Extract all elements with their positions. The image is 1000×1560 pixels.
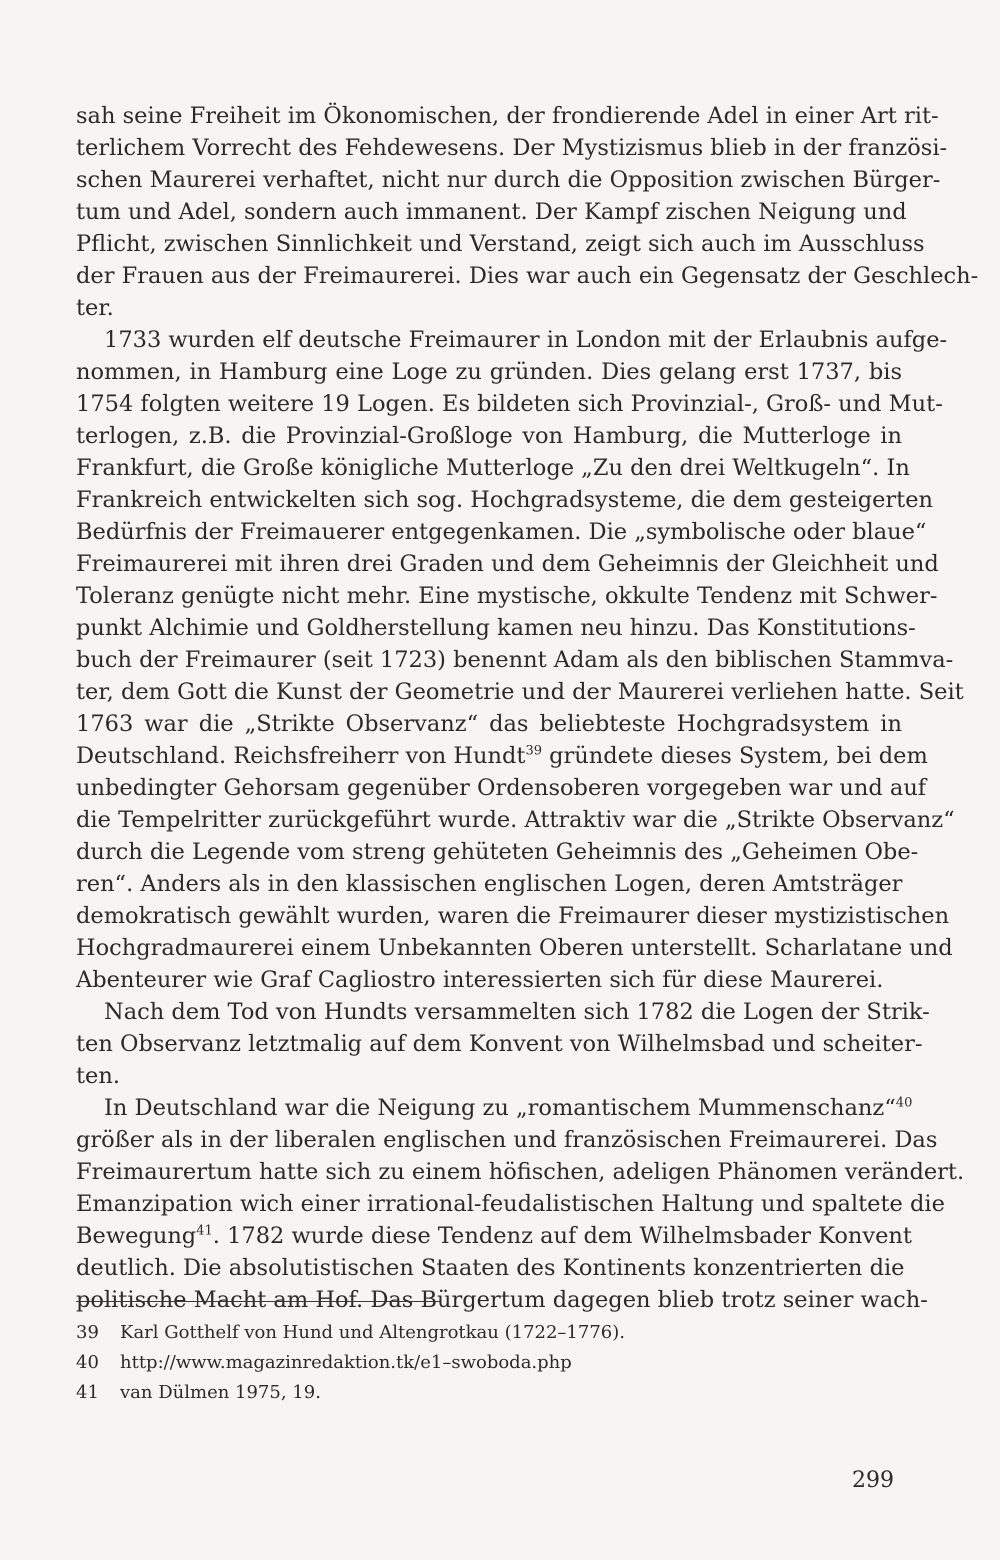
text-line: Abenteurer wie Graf Cagliostro interessierten sich für diese Maurerei. [76,967,884,993]
text-line: buch der Freimaurer (seit 1723) benennt Adam als den biblischen Stammva- [76,647,954,673]
main-text [76,100,979,1316]
text-line: der Frauen aus der Freimaurerei. Dies war auch ein Gegensatz der Geschlech- [76,263,979,289]
text-line: Bewegung$^{41}$. 1782 wurde diese Tendenz auf dem Wilhelmsbader Konvent [76,1223,912,1249]
footnote-ref: 39 [525,743,542,759]
footnote-ref: 40 [895,1095,913,1111]
text-line: terlichem Vorrecht des Fehdewesens. Der Mystizismus blieb in der französi- [76,135,948,161]
text-line: Frankreich entwickelten sich sog. Hochgradsysteme, die dem gesteigerten [76,487,934,513]
footnote [76,1348,902,1378]
text-line: terlogen, z.B. die Provinzial-Großloge von Hamburg, die Mutterloge in [76,423,902,449]
text-line: 1754 folgten weitere 19 Logen. Es bildeten sich Provinzial-, Groß- und Mut- [76,391,943,417]
footnote-number: 41 [76,1382,99,1403]
footnote-text: van Dülmen 1975, 19. [120,1382,321,1403]
page-number: 299 [852,1468,894,1493]
footnote-ref: 41 [196,1223,213,1239]
text-line: Toleranz genügte nicht mehr. Eine mystische, okkulte Tendenz mit Schwer- [76,583,938,609]
text-line: größer als in der liberalen englischen und französischen Freimaurerei. Das [76,1127,938,1153]
text-line: nommen, in Hamburg eine Loge zu gründen. Dies gelang erst 1737, bis [76,359,902,385]
paragraph [76,324,964,996]
text-line: Deutschland. Reichsfreiherr von Hundt$^{39}$ gründete dieses System, bei dem [76,743,928,769]
text-line: Emanzipation wich einer irrational-feudalistischen Haltung und spaltete die [76,1191,945,1217]
text-line: 1763 war die „Strikte Observanz“ das beliebteste Hochgradsystem in [76,711,902,737]
text-line: ren“. Anders als in den klassischen englischen Logen, deren Amtsträger [76,871,903,897]
text-line: Pflicht, zwischen Sinnlichkeit und Verstand, zeigt sich auch im Ausschluss [76,231,925,257]
paragraph [76,996,930,1092]
paragraph [76,1092,965,1316]
text-line: Freimaurertum hatte sich zu einem höfischen, adeligen Phänomen verändert. [76,1159,965,1185]
footnote-text: http://www.magazinredaktion.tk/e1–swoboda.php [120,1352,572,1373]
text-line: Freimaurerei mit ihren drei Graden und dem Geheimnis der Gleichheit und [76,551,939,577]
text-line: ter, dem Gott die Kunst der Geometrie und der Maurerei verliehen hatte. Seit [76,679,964,705]
text-line: ter. [76,295,114,321]
text-line: Frankfurt, die Große königliche Mutterloge „Zu den drei Weltkugeln“. In [76,455,910,481]
text-line: punkt Alchimie und Goldherstellung kamen neu hinzu. Das Konstitutions- [76,615,916,641]
text-line: deutlich. Die absolutistischen Staaten des Kontinents konzentrierten die [76,1255,905,1281]
text-line: die Tempelritter zurückgeführt wurde. Attraktiv war die „Strikte Observanz“ [76,807,955,833]
text-line: ten Observanz letztmalig auf dem Konvent von Wilhelmsbad und scheiter- [76,1031,923,1057]
text-line: schen Maurerei verhaftet, nicht nur durch die Opposition zwischen Bürger- [76,167,941,193]
footnote-number: 40 [76,1352,99,1373]
footnote-text: Karl Gotthelf von Hund und Altengrotkau (1722–1776). [120,1322,625,1343]
text-line: In Deutschland war die Neigung zu „romantischem Mummenschanz“$^{40}$ [104,1095,913,1121]
text-line: tum und Adel, sondern auch immanent. Der Kampf zischen Neigung und [76,199,907,225]
footnotes [76,1318,902,1408]
footnote [76,1378,902,1408]
text-line: politische Macht am Hof. Das Bürgertum dagegen blieb trotz seiner wach- [76,1287,928,1313]
text-line: Bedürfnis der Freimauerer entgegenkamen. Die „symbolische oder blaue“ [76,519,927,545]
text-line: Hochgradmaurerei einem Unbekannten Oberen unterstellt. Scharlatane und [76,935,953,961]
footnote-number: 39 [76,1322,99,1343]
text-line: unbedingter Gehorsam gegenüber Ordensoberen vorgegeben war und auf [76,775,927,801]
text-line: durch die Legende vom streng gehüteten Geheimnis des „Geheimen Obe- [76,839,919,865]
text-line: ten. [76,1063,121,1089]
footnote [76,1318,902,1348]
text-line: sah seine Freiheit im Ökonomischen, der frondierende Adel in einer Art rit- [76,103,939,129]
text-line: 1733 wurden elf deutsche Freimaurer in London mit der Erlaubnis aufge- [104,327,948,353]
text-line: demokratisch gewählt wurden, waren die Freimaurer dieser mystizistischen [76,903,950,929]
text-line: Nach dem Tod von Hundts versammelten sich 1782 die Logen der Strik- [104,999,930,1025]
paragraph [76,100,979,324]
footnote-separator [76,1301,440,1302]
